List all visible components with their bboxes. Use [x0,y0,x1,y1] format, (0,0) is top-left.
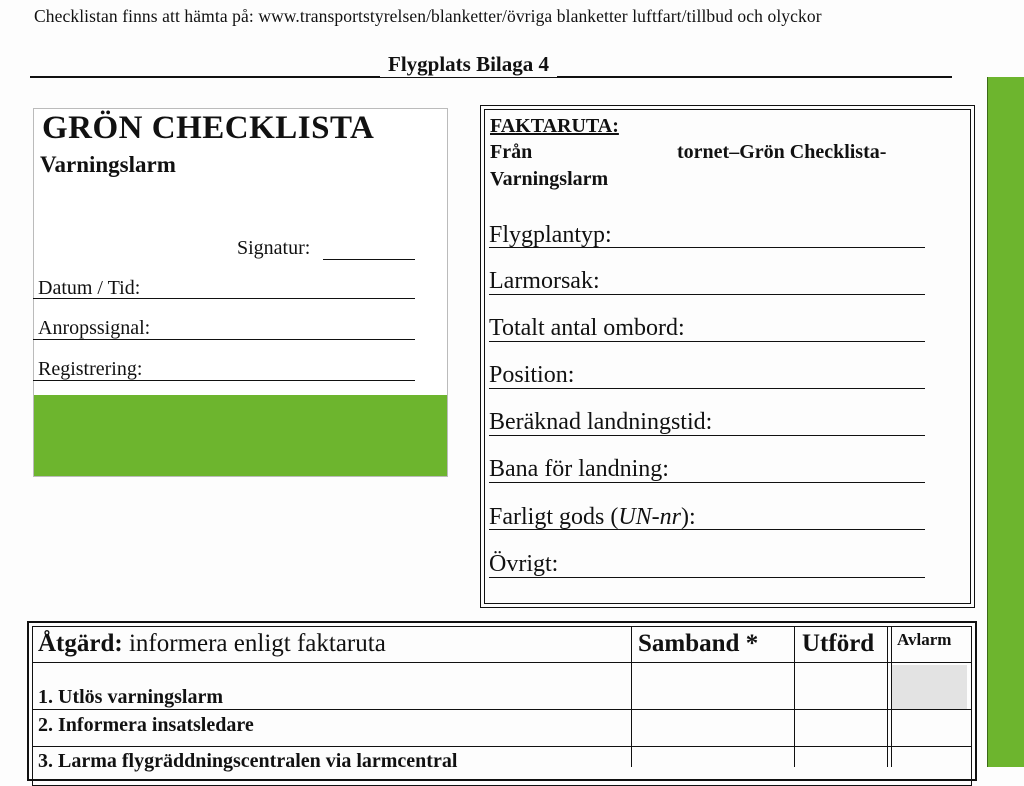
avlarm-column-header: Avlarm [897,630,952,649]
dangerous-goods-field[interactable] [489,529,925,530]
row-rule [33,709,971,710]
landing-time-label: Beräknad landningstid: [489,409,713,435]
runway-field[interactable] [489,482,925,483]
fact-from-type: Varningslarm [490,168,609,190]
date-time-field[interactable] [33,298,415,299]
signature-label: Signatur: [237,237,311,259]
action-row-3: 3. Larma flygräddningscentralen via larmcentral [38,750,458,772]
action-row-2: 2. Informera insatsledare [38,714,254,736]
green-side-bar-edge [987,77,988,767]
utford-column-header: Utförd [802,630,875,657]
position-label: Position: [489,362,575,388]
fact-from-source: tornet–Grön Checklista- [677,141,887,163]
action-column-header: Åtgärd: informera enligt faktaruta [38,630,386,657]
aircraft-type-label: Flygplantyp: [489,222,612,248]
runway-label: Bana för landning: [489,456,669,482]
persons-on-board-label: Totalt antal ombord: [489,315,685,341]
action-row-1: 1. Utlös varningslarm [38,686,223,708]
other-field[interactable] [489,577,925,578]
call-sign-label: Anropssignal: [38,317,151,339]
position-field[interactable] [489,388,925,389]
page-title: Flygplats Bilaga 4 [380,52,557,77]
call-sign-field[interactable] [33,339,415,340]
avlarm-shaded-cell [892,665,967,709]
landing-time-field[interactable] [489,435,925,436]
fact-box-heading: FAKTARUTA: [490,115,619,137]
download-note: Checklistan finns att hämta på: www.transportstyrelsen/blanketter/övriga blanketter luftfart/tillbud och olyckor [34,6,822,26]
signature-field[interactable] [323,259,415,260]
persons-on-board-field[interactable] [489,341,925,342]
card-title: GRÖN CHECKLISTA [42,110,375,146]
registration-label: Registrering: [38,358,143,380]
date-time-label: Datum / Tid: [38,277,141,299]
row-rule [33,746,971,747]
other-label: Övrigt: [489,551,559,577]
header-rule [33,662,971,663]
green-side-bar [988,77,1024,767]
card-subtitle: Varningslarm [40,152,176,177]
card-green-band [34,395,447,476]
dangerous-goods-label: Farligt gods (UN-nr): [489,504,696,530]
aircraft-type-field[interactable] [489,247,925,248]
alarm-cause-label: Larmorsak: [489,268,600,294]
fact-from-label: Från [490,141,533,163]
registration-field[interactable] [33,380,415,381]
alarm-cause-field[interactable] [489,294,925,295]
samband-column-header: Samband * [638,630,759,657]
